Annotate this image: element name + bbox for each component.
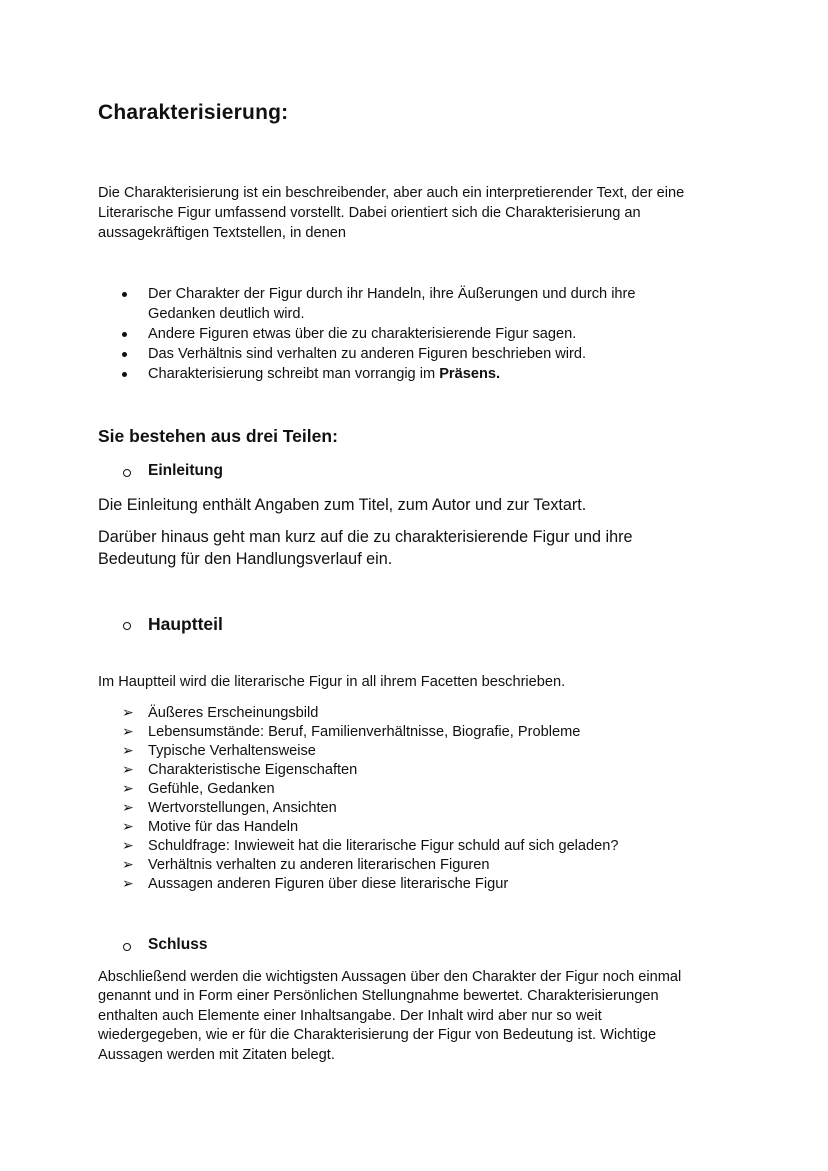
einleitung-text xyxy=(98,527,632,570)
arrow-bullet-icon: ➢ xyxy=(122,781,134,797)
parts-heading: Sie bestehen aus drei Teilen: xyxy=(98,426,338,446)
bullet-dot-icon xyxy=(122,372,127,377)
list-item: Gefühle, Gedanken xyxy=(148,781,275,797)
bullet-dot-icon xyxy=(122,292,127,297)
einleitung-line: Bedeutung für den Handlungsverlauf ein. xyxy=(98,549,393,568)
schluss-line: genannt und in Form einer Persönlichen Stellungnahme bewertet. Charakterisierungen xyxy=(98,988,659,1005)
list-item: Verhältnis verhalten zu anderen literarischen Figuren xyxy=(148,857,490,873)
schluss-line: wiedergegeben, wie er für die Charakterisierung der Figur von Bedeutung ist. Wichtige xyxy=(98,1027,657,1044)
schluss-line: Abschließend werden die wichtigsten Aussagen über den Charakter der Figur noch einmal xyxy=(98,969,682,985)
intro-line: aussagekräftigen Textstellen, in denen xyxy=(98,225,346,241)
list-item: Lebensumstände: Beruf, Familienverhältnisse, Biografie, Probleme xyxy=(148,724,581,740)
list-item: Charakteristische Eigenschaften xyxy=(148,762,358,778)
arrow-bullet-icon: ➢ xyxy=(122,705,134,721)
arrow-bullet-icon: ➢ xyxy=(122,838,134,854)
arrow-bullet-icon: ➢ xyxy=(122,724,134,740)
circle-bullet-icon xyxy=(123,469,131,477)
bullet-line: Der Charakter der Figur durch ihr Handeln, ihre Äußerungen und durch ihre xyxy=(148,286,636,302)
schluss-line: enthalten auch Elemente einer Inhaltsangabe. Der Inhalt wird aber nur so weit xyxy=(98,1007,602,1024)
list-item: Wertvorstellungen, Ansichten xyxy=(148,800,337,816)
arrow-bullet-icon: ➢ xyxy=(122,876,134,892)
intro-line: Literarische Figur umfassend vorstellt. Dabei orientiert sich die Charakterisierung an xyxy=(98,205,641,221)
arrow-bullet-icon: ➢ xyxy=(122,743,134,759)
intro-line: Die Charakterisierung ist ein beschreibender, aber auch ein interpretierender Text, der eine xyxy=(98,185,685,201)
schluss-heading: Schluss xyxy=(148,936,208,953)
list-item: Motive für das Handeln xyxy=(148,819,299,835)
list-item: Schuldfrage: Inwieweit hat die literarische Figur schuld auf sich geladen? xyxy=(148,838,619,854)
arrow-bullet-icon: ➢ xyxy=(122,762,134,778)
bullet-dot-icon xyxy=(122,352,127,357)
circle-bullet-icon xyxy=(123,622,131,630)
bullet-item: Das Verhältnis sind verhalten zu anderen Figuren beschrieben wird. xyxy=(148,346,587,362)
arrow-bullet-icon: ➢ xyxy=(122,857,134,873)
hauptteil-intro: Im Hauptteil wird die literarische Figur in all ihrem Facetten beschrieben. xyxy=(98,674,566,690)
bullet-item: Andere Figuren etwas über die zu charakterisierende Figur sagen. xyxy=(148,326,577,342)
intro-paragraph xyxy=(98,183,684,243)
bullet-item xyxy=(148,284,636,324)
list-item: Typische Verhaltensweise xyxy=(148,743,316,759)
circle-bullet-icon xyxy=(123,943,131,951)
page-title: Charakterisierung: xyxy=(98,101,289,124)
arrow-bullet-icon: ➢ xyxy=(122,800,134,816)
einleitung-text: Die Einleitung enthält Angaben zum Titel, zum Autor und zur Textart. xyxy=(98,496,587,514)
list-item: Aussagen anderen Figuren über diese literarische Figur xyxy=(148,876,509,892)
list-item: Äußeres Erscheinungsbild xyxy=(148,705,319,721)
bullet-bold-text: Präsens. xyxy=(439,366,501,382)
bullet-dot-icon xyxy=(122,332,127,337)
schluss-line: Aussagen werden mit Zitaten belegt. xyxy=(98,1046,335,1063)
einleitung-line: Darüber hinaus geht man kurz auf die zu charakterisierende Figur und ihre xyxy=(98,528,633,546)
bullet-text: Charakterisierung schreibt man vorrangig im xyxy=(148,366,440,382)
schluss-paragraph xyxy=(98,968,681,1065)
einleitung-heading: Einleitung xyxy=(148,462,223,479)
bullet-item xyxy=(148,364,500,384)
hauptteil-heading: Hauptteil xyxy=(148,614,223,634)
bullet-line: Gedanken deutlich wird. xyxy=(148,306,305,322)
arrow-bullet-icon: ➢ xyxy=(122,819,134,835)
